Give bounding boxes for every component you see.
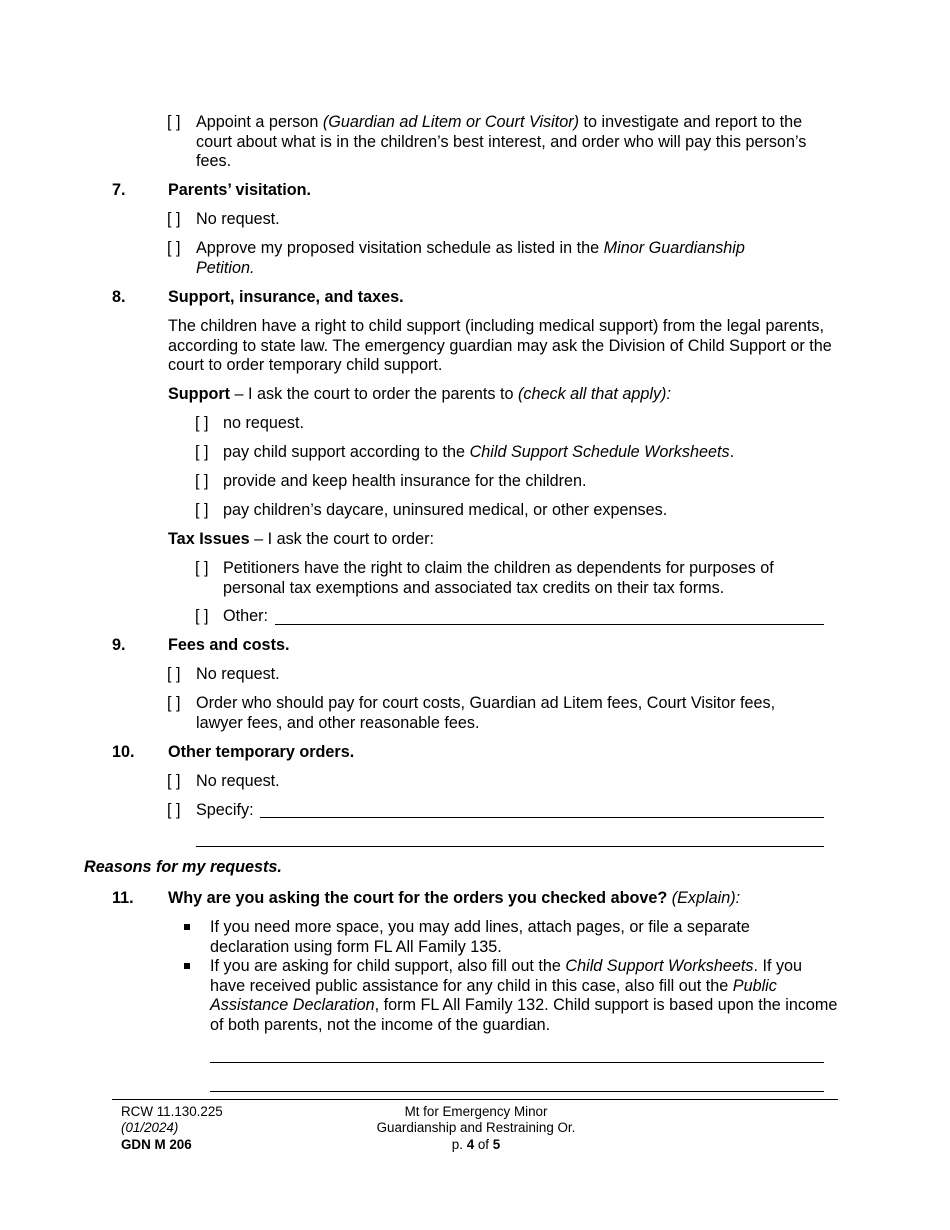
pay-child-support-label: pay child support according to the Child Support Schedule Worksheets. [223, 443, 735, 461]
explain-input-line-1[interactable] [210, 1062, 824, 1063]
bullet-icon [184, 924, 190, 930]
child-support-paragraph: The children have a right to child support (including medical support) from the legal parents, according to state law. The emergency guardian may ask the Division of Child Support or the court to order temporary child support. [168, 317, 832, 375]
footer-rcw: RCW 11.130.225 [121, 1104, 223, 1119]
section-9-number: 9. [112, 636, 126, 654]
visitation-no-request-label: No request. [196, 210, 280, 228]
footer-date: (01/2024) [121, 1120, 179, 1136]
section-8-title: Support, insurance, and taxes. [168, 288, 404, 306]
checkbox-fees-no-request[interactable]: [ ] [167, 665, 181, 683]
section-9-title: Fees and costs. [168, 636, 290, 654]
footer-page-number: p. 4 of 5 [451, 1136, 501, 1152]
checkbox-appoint-person[interactable]: [ ] [167, 113, 181, 131]
health-insurance-label: provide and keep health insurance for the children. [223, 472, 587, 490]
footer-form-title [324, 1104, 628, 1153]
specify-input-line-2[interactable] [196, 846, 824, 847]
checkbox-visitation-no-request[interactable]: [ ] [167, 210, 181, 228]
checkbox-fees-order[interactable]: [ ] [167, 694, 181, 712]
daycare-expenses-label: pay children’s daycare, uninsured medical, or other expenses. [223, 501, 668, 519]
bullet-icon [184, 963, 190, 969]
checkbox-support-no-request[interactable]: [ ] [195, 414, 209, 432]
checkbox-daycare-expenses[interactable]: [ ] [195, 501, 209, 519]
tax-issues-line: Tax Issues – I ask the court to order: [168, 530, 435, 548]
checkbox-pay-child-support[interactable]: [ ] [195, 443, 209, 461]
tax-other-label: Other: [223, 607, 268, 625]
visitation-approve-label: Approve my proposed visitation schedule as listed in the Minor Guardianship Petition. [196, 239, 745, 277]
checkbox-tax-dependents[interactable]: [ ] [195, 559, 209, 577]
reasons-heading: Reasons for my requests. [84, 858, 282, 876]
bullet-child-support: If you are asking for child support, also fill out the Child Support Worksheets. If you have received public assistance for any child in this case, also fill out the Public Assistance Declaration, form FL All Family 132. Child support is based upon the income of both parents, not the income of the guardian. [210, 957, 838, 1034]
bullet-more-space: If you need more space, you may add lines, attach pages, or file a separate declaration using form FL All Family 135. [210, 918, 750, 956]
other-specify-label: Specify: [196, 801, 254, 819]
section-11-number: 11. [112, 889, 134, 907]
fees-no-request-label: No request. [196, 665, 280, 683]
checkbox-other-specify[interactable]: [ ] [167, 801, 181, 819]
footer-title-line-1: Mt for Emergency Minor [404, 1104, 548, 1119]
section-10-title: Other temporary orders. [168, 743, 355, 761]
specify-input-line-1[interactable] [260, 817, 824, 818]
checkbox-tax-other[interactable]: [ ] [195, 607, 209, 625]
appoint-person-text: Appoint a person (Guardian ad Litem or Court Visitor) to investigate and report to the court about what is in the children’s best interest, and order who will pay this person’s fees. [196, 113, 807, 171]
page-footer [112, 1099, 838, 1152]
section-10-number: 10. [112, 743, 135, 761]
section-7-title: Parents’ visitation. [168, 181, 312, 199]
footer-form-number: GDN M 206 [121, 1136, 192, 1152]
footer-title-line-2: Guardianship and Restraining Or. [376, 1120, 576, 1136]
fees-order-label: Order who should pay for court costs, Guardian ad Litem fees, Court Visitor fees, lawyer fees, and other reasonable fees. [196, 694, 776, 732]
checkbox-health-insurance[interactable]: [ ] [195, 472, 209, 490]
explain-input-line-2[interactable] [210, 1091, 824, 1092]
checkbox-other-no-request[interactable]: [ ] [167, 772, 181, 790]
section-11-title: Why are you asking the court for the orders you checked above? (Explain): [168, 889, 741, 907]
section-8-number: 8. [112, 288, 126, 306]
tax-other-input-line[interactable] [275, 624, 824, 625]
support-no-request-label: no request. [223, 414, 304, 432]
other-no-request-label: No request. [196, 772, 280, 790]
tax-dependents-label: Petitioners have the right to claim the children as dependents for purposes of personal tax exemptions and associated tax credits on their tax forms. [223, 559, 774, 597]
footer-form-info [121, 1104, 341, 1153]
section-7-number: 7. [112, 181, 126, 199]
support-request-line: Support – I ask the court to order the parents to (check all that apply): [168, 385, 671, 403]
checkbox-visitation-approve[interactable]: [ ] [167, 239, 181, 257]
